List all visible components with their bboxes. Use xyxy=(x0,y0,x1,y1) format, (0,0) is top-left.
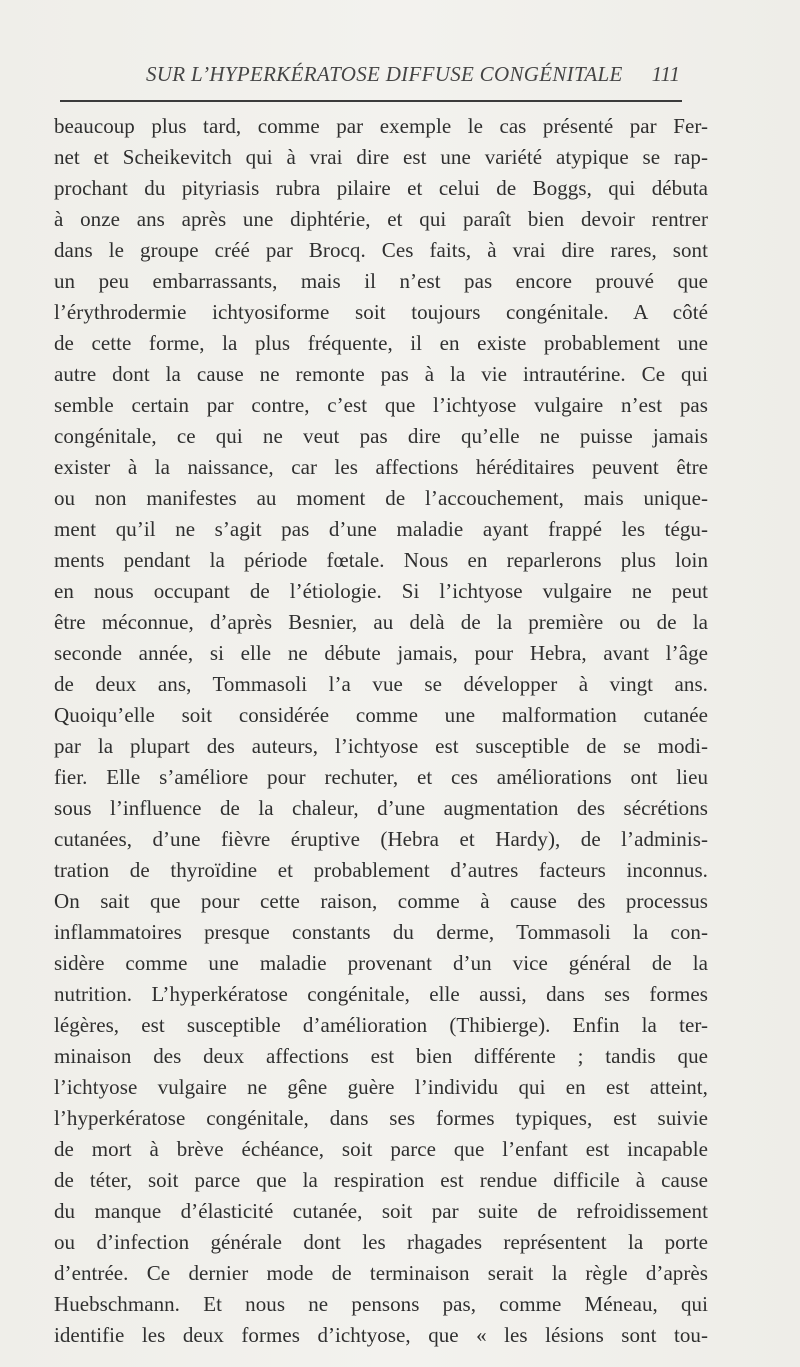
text-line: tration de thyroïdine et probablement d’autres facteurs inconnus. xyxy=(54,858,708,882)
text-line: l’ichtyose vulgaire ne gêne guère l’individu qui en est atteint, xyxy=(54,1075,708,1099)
text-line: de téter, soit parce que la respiration est rendue difficile à cause xyxy=(54,1168,708,1192)
text-line: fier. Elle s’améliore pour rechuter, et ces améliorations ont lieu xyxy=(54,765,708,789)
text-line: l’érythrodermie ichtyosiforme soit toujours congénitale. A côté xyxy=(54,300,708,324)
text-line: ou non manifestes au moment de l’accouchement, mais unique- xyxy=(54,486,708,510)
running-title: SUR L’HYPERKÉRATOSE DIFFUSE CONGÉNITALE xyxy=(146,62,623,86)
body-text xyxy=(54,111,708,1351)
text-line: sous l’influence de la chaleur, d’une augmentation des sécrétions xyxy=(54,796,708,820)
page-header xyxy=(60,62,682,96)
text-line: l’hyperkératose congénitale, dans ses formes typiques, est suivie xyxy=(54,1106,708,1130)
text-line: nutrition. L’hyperkératose congénitale, elle aussi, dans ses formes xyxy=(54,982,708,1006)
text-line: de deux ans, Tommasoli l’a vue se développer à vingt ans. xyxy=(54,672,708,696)
text-line: dans le groupe créé par Brocq. Ces faits, à vrai dire rares, sont xyxy=(54,238,708,262)
text-line: autre dont la cause ne remonte pas à la vie intrautérine. Ce qui xyxy=(54,362,708,386)
text-line: ment qu’il ne s’agit pas d’une maladie ayant frappé les tégu- xyxy=(54,517,708,541)
text-line: inflammatoires presque constants du derme, Tommasoli la con- xyxy=(54,920,708,944)
text-line: un peu embarrassants, mais il n’est pas encore prouvé que xyxy=(54,269,708,293)
text-line: d’entrée. Ce dernier mode de terminaison serait la règle d’après xyxy=(54,1261,708,1285)
text-line: Huebschmann. Et nous ne pensons pas, comme Méneau, qui xyxy=(54,1292,708,1316)
text-line: exister à la naissance, car les affections héréditaires peuvent être xyxy=(54,455,708,479)
text-line: beaucoup plus tard, comme par exemple le cas présenté par Fer- xyxy=(54,114,708,138)
text-line: par la plupart des auteurs, l’ichtyose est susceptible de se modi- xyxy=(54,734,708,758)
text-line: de cette forme, la plus fréquente, il en existe probablement une xyxy=(54,331,708,355)
text-line: On sait que pour cette raison, comme à cause des processus xyxy=(54,889,708,913)
text-line: prochant du pityriasis rubra pilaire et celui de Boggs, qui débuta xyxy=(54,176,708,200)
header-rule xyxy=(60,100,682,102)
text-line: minaison des deux affections est bien différente ; tandis que xyxy=(54,1044,708,1068)
text-line: identifie les deux formes d’ichtyose, que « les lésions sont tou- xyxy=(54,1323,708,1347)
text-line: seconde année, si elle ne débute jamais, pour Hebra, avant l’âge xyxy=(54,641,708,665)
text-line: sidère comme une maladie provenant d’un vice général de la xyxy=(54,951,708,975)
text-line: ments pendant la période fœtale. Nous en reparlerons plus loin xyxy=(54,548,708,572)
text-line: congénitale, ce qui ne veut pas dire qu’elle ne puisse jamais xyxy=(54,424,708,448)
text-line: de mort à brève échéance, soit parce que l’enfant est incapable xyxy=(54,1137,708,1161)
text-line: Quoiqu’elle soit considérée comme une malformation cutanée xyxy=(54,703,708,727)
text-line: du manque d’élasticité cutanée, soit par suite de refroidissement xyxy=(54,1199,708,1223)
text-line: légères, est susceptible d’amélioration (Thibierge). Enfin la ter- xyxy=(54,1013,708,1037)
text-line: net et Scheikevitch qui à vrai dire est une variété atypique se rap- xyxy=(54,145,708,169)
text-line: semble certain par contre, c’est que l’ichtyose vulgaire n’est pas xyxy=(54,393,708,417)
text-line: ou d’infection générale dont les rhagades représentent la porte xyxy=(54,1230,708,1254)
text-line: être méconnue, d’après Besnier, au delà de la première ou de la xyxy=(54,610,708,634)
text-line: en nous occupant de l’étiologie. Si l’ichtyose vulgaire ne peut xyxy=(54,579,708,603)
page-number: 111 xyxy=(651,62,680,86)
text-line: à onze ans après une diphtérie, et qui paraît bien devoir rentrer xyxy=(54,207,708,231)
text-line: cutanées, d’une fièvre éruptive (Hebra et Hardy), de l’adminis- xyxy=(54,827,708,851)
